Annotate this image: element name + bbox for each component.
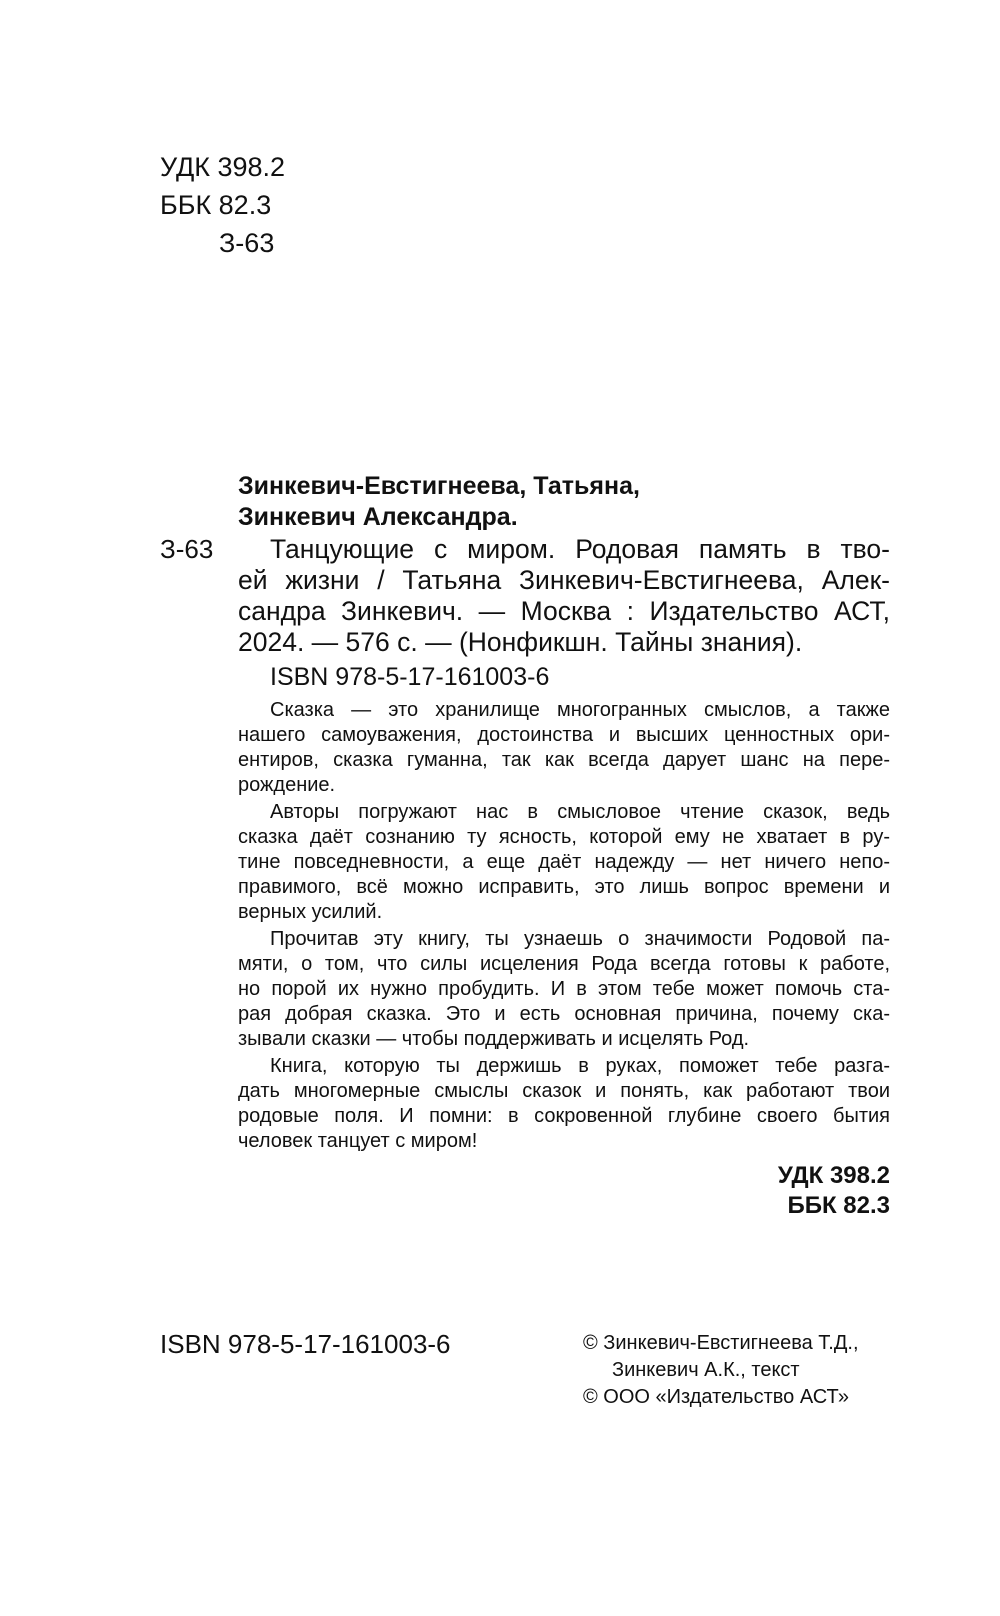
author-2: Зинкевич Александра. — [238, 503, 518, 531]
author-1: Зинкевич-Евстигнеева, Татьяна, — [238, 472, 640, 500]
title-line-4: 2024. — 576 с. — (Нонфикшн. Тайны знания). — [238, 627, 803, 657]
annotation-line: зывали сказки — чтобы поддерживать и исцелять Род. — [238, 1028, 750, 1050]
annotation-line: человек танцует с миром! — [238, 1130, 478, 1152]
annotation-line: Книга, которую ты держишь в руках, поможет тебе разга- — [270, 1055, 890, 1077]
annotation-line: Прочитав эту книгу, ты узнаешь о значимости Родовой па- — [270, 928, 890, 950]
annotation-line: рождение. — [238, 774, 336, 796]
bbk-code-top: ББК 82.3 — [160, 190, 272, 220]
annotation-line: мяти, о том, что силы исцеления Рода всегда готовы к работе, — [238, 953, 890, 975]
bbk-code-card: ББК 82.3 — [787, 1192, 890, 1219]
annotation-line: тине повседневности, а еще даёт надежду — нет ничего непо- — [238, 851, 890, 873]
title-line-3: сандра Зинкевич. — Москва : Издательство АСТ, — [238, 596, 890, 626]
annotation-line: правимого, всё можно исправить, это лишь вопрос времени и — [238, 876, 890, 898]
annotation-line: Сказка — это хранилище многогранных смыслов, а также — [270, 699, 890, 721]
annotation-line: нашего самоуважения, достоинства и высших ценностных ори- — [238, 724, 890, 746]
annotation-line: но порой их нужно пробудить. И в этом тебе может помочь ста- — [238, 978, 890, 1000]
annotation-line: ентиров, сказка гуманна, так как всегда дарует шанс на пере- — [238, 749, 890, 771]
annotation-line: сказка даёт сознанию ту ясность, которой ему не хватает в ру- — [238, 826, 890, 848]
copyright-line-2: Зинкевич А.К., текст — [612, 1359, 800, 1381]
copyright-line-3: © ООО «Издательство АСТ» — [583, 1386, 849, 1408]
copyright-line-1: © Зинкевич-Евстигнеева Т.Д., — [583, 1332, 859, 1354]
udk-code-top: УДК 398.2 — [160, 152, 286, 182]
title-line-2: ей жизни / Татьяна Зинкевич-Евстигнеева, Алек- — [238, 565, 890, 595]
title-line-1: Танцующие с миром. Родовая память в тво- — [270, 534, 890, 564]
annotation-line: дать многомерные смыслы сказок и понять, как работают твои — [238, 1080, 890, 1102]
annotation-line: рая добрая сказка. Это и есть основная причина, почему ска- — [238, 1003, 890, 1025]
annotation-line: верных усилий. — [238, 901, 383, 923]
annotation-line: родовые поля. И помни: в сокровенной глубине своего бытия — [238, 1105, 890, 1127]
author-mark-top: З-63 — [219, 228, 275, 258]
author-mark-card: З-63 — [160, 534, 214, 564]
annotation-line: Авторы погружают нас в смысловое чтение сказок, ведь — [270, 801, 890, 823]
card-isbn: ISBN 978-5-17-161003-6 — [270, 663, 550, 691]
udk-code-card: УДК 398.2 — [777, 1162, 890, 1189]
footer-isbn: ISBN 978-5-17-161003-6 — [160, 1329, 451, 1359]
